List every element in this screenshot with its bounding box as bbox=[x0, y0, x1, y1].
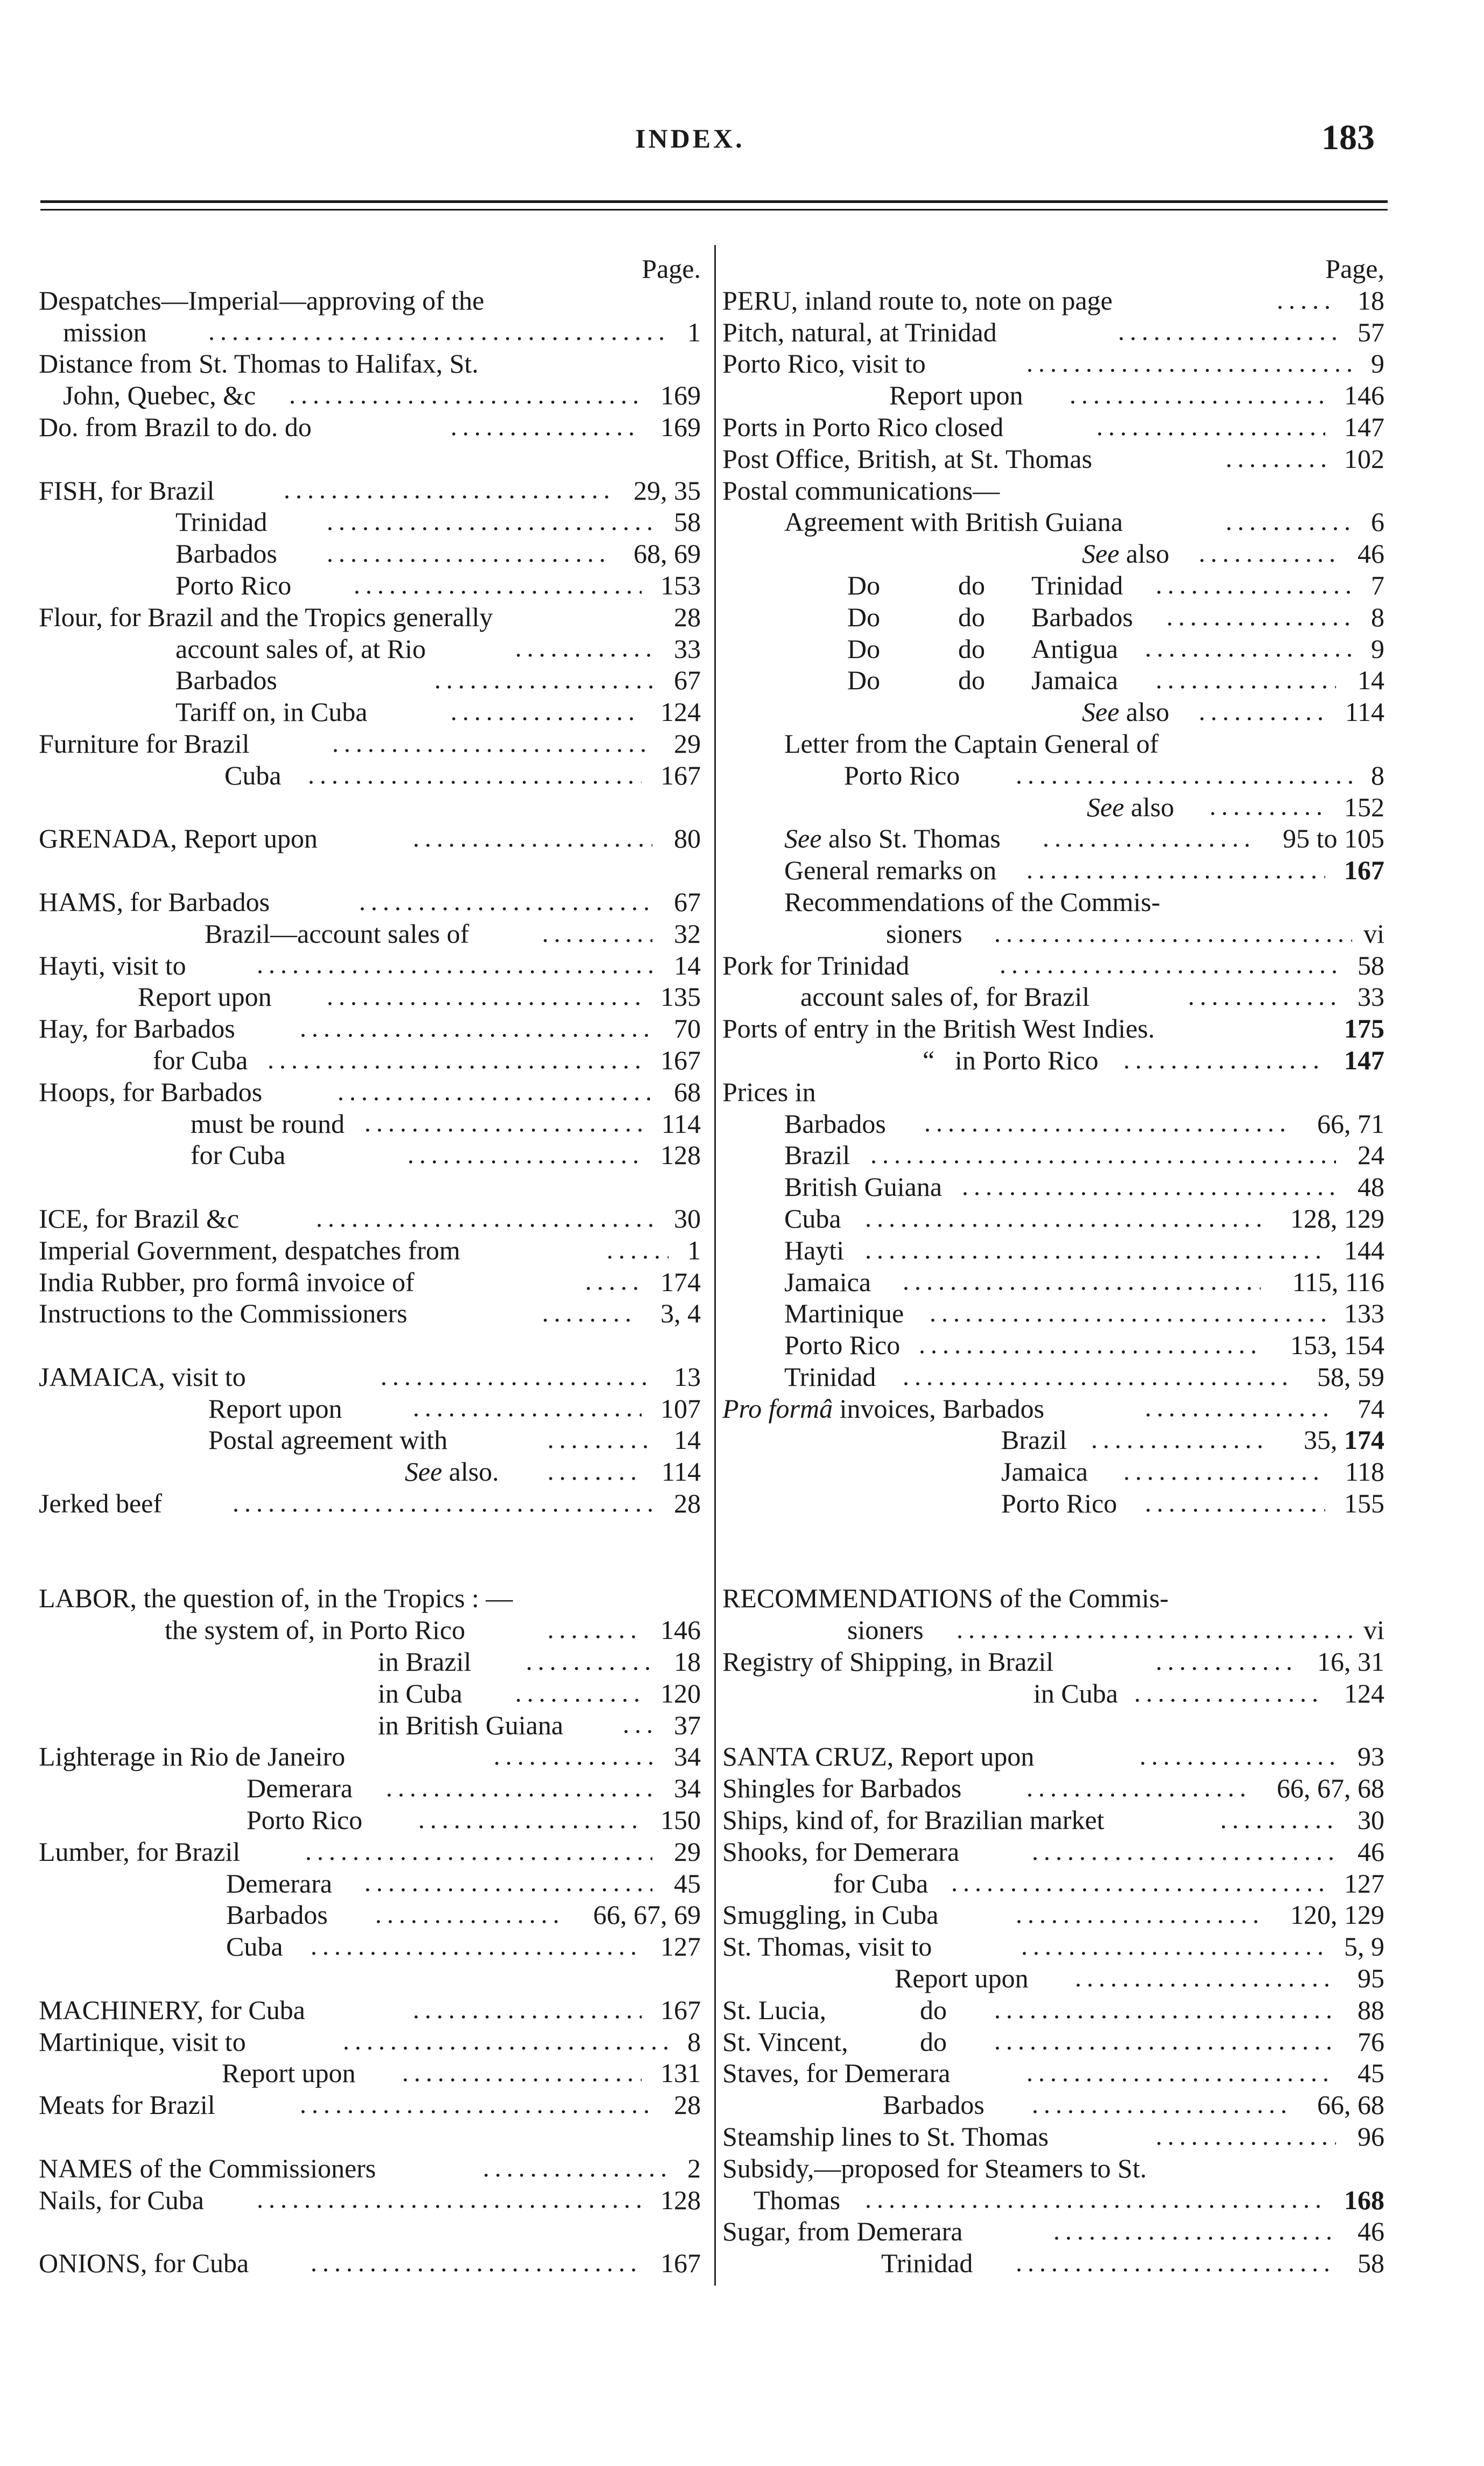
dot-leader bbox=[512, 1699, 642, 1702]
index-entry: Pro formâ invoices, Barbados 74 bbox=[722, 1393, 1384, 1424]
index-entry: for Cuba 128 bbox=[191, 1140, 701, 1171]
index-entry: Instructions to the Commissioners 3, 4 bbox=[39, 1298, 701, 1329]
index-entry: Porto Rico 8 bbox=[844, 760, 1384, 790]
index-entry: See also 114 bbox=[1082, 697, 1384, 727]
dot-leader bbox=[356, 907, 652, 910]
dot-leader bbox=[206, 337, 669, 340]
index-entry: Do do Barbados 8 bbox=[847, 601, 1384, 632]
dot-leader bbox=[362, 1129, 642, 1132]
index-entry: account sales of, for Brazil 33 bbox=[800, 982, 1384, 1012]
index-column-left bbox=[39, 253, 701, 2279]
dot-leader bbox=[324, 559, 609, 562]
index-entry: Trinidad 58 bbox=[881, 2248, 1384, 2279]
index-entry: See also St. Thomas 95 to 105 bbox=[784, 823, 1384, 854]
dot-leader bbox=[916, 1350, 1261, 1354]
dot-leader bbox=[351, 591, 642, 594]
index-entry: HAMS, for Barbados 67 bbox=[39, 886, 701, 917]
index-entry: See also. 114 bbox=[405, 1456, 701, 1487]
dot-leader bbox=[1207, 812, 1325, 815]
dot-leader bbox=[335, 1097, 652, 1101]
index-entry: sioners vi bbox=[847, 1615, 1384, 1645]
dot-leader bbox=[1121, 1066, 1325, 1069]
index-entry: MACHINERY, for Cuba 167 bbox=[39, 1994, 701, 2025]
dot-leader bbox=[1153, 591, 1352, 594]
dot-leader bbox=[927, 1319, 1325, 1322]
index-entry: Brazil 24 bbox=[784, 1140, 1384, 1171]
index-entry: FISH, for Brazil 29, 35 bbox=[39, 475, 701, 506]
index-entry: Furniture for Brazil 29 bbox=[39, 728, 701, 759]
dot-leader bbox=[1024, 1794, 1244, 1797]
dot-leader bbox=[868, 1160, 1336, 1164]
dot-leader bbox=[862, 2205, 1325, 2208]
dot-leader bbox=[959, 1192, 1336, 1195]
index-entry: Smuggling, in Cuba 120, 129 bbox=[722, 1900, 1384, 1930]
index-entry: Nails, for Cuba 128 bbox=[39, 2184, 701, 2215]
dot-leader bbox=[1067, 401, 1325, 404]
dot-leader bbox=[362, 1888, 652, 1891]
dot-leader bbox=[1142, 654, 1352, 657]
index-entry: Report upon 95 bbox=[895, 1963, 1384, 1994]
index-entry: Meats for Brazil 28 bbox=[39, 2090, 701, 2120]
index-entry: Sugar, from Demerara 46 bbox=[722, 2216, 1384, 2247]
index-entry: RECOMMENDATIONS of the Commis- bbox=[722, 1583, 1169, 1614]
dot-leader bbox=[313, 1224, 652, 1227]
index-entry: Imperial Government, despatches from 1 bbox=[39, 1235, 701, 1265]
index-entry: Lighterage in Rio de Janeiro 34 bbox=[39, 1741, 701, 1772]
dot-leader bbox=[1018, 1952, 1325, 1955]
index-entry: Trinidad 58 bbox=[175, 507, 701, 537]
index-entry: Porto Rico 155 bbox=[1001, 1488, 1384, 1519]
index-entry: Jamaica 115, 116 bbox=[784, 1266, 1384, 1297]
index-entry: Hay, for Barbados 70 bbox=[39, 1013, 701, 1044]
index-entry: Barbados 68, 69 bbox=[175, 538, 701, 569]
index-entry: Subsidy,—proposed for Steamers to St. bbox=[722, 2153, 1147, 2183]
index-entry: Hayti 144 bbox=[784, 1235, 1384, 1265]
index-entry: Do do Jamaica 14 bbox=[847, 665, 1384, 696]
index-entry: Letter from the Captain General of bbox=[784, 728, 1159, 759]
dot-leader bbox=[1040, 844, 1250, 847]
index-entry: Ports of entry in the British West Indies. 175 bbox=[722, 1013, 1384, 1044]
dot-leader bbox=[480, 2174, 669, 2177]
index-entry: LABOR, the question of, in the Tropics : — bbox=[39, 1583, 513, 1614]
dot-leader bbox=[1137, 1762, 1336, 1765]
index-entry: Thomas 168 bbox=[754, 2184, 1384, 2215]
dot-leader bbox=[491, 1762, 652, 1765]
dot-leader bbox=[305, 781, 642, 784]
dot-leader bbox=[862, 1224, 1261, 1227]
dot-leader bbox=[1088, 1445, 1266, 1448]
dot-leader bbox=[372, 1920, 561, 1923]
index-entry: Brazil—account sales of 32 bbox=[205, 918, 701, 949]
index-entry: ONIONS, for Cuba 167 bbox=[39, 2248, 701, 2279]
dot-leader bbox=[1131, 1699, 1325, 1702]
dot-leader bbox=[230, 1509, 652, 1512]
dot-leader bbox=[545, 1445, 652, 1448]
dot-leader bbox=[1094, 432, 1325, 436]
index-entry: Lumber, for Brazil 29 bbox=[39, 1836, 701, 1867]
dot-leader bbox=[1024, 875, 1325, 879]
dot-leader bbox=[1153, 685, 1336, 689]
index-entry: India Rubber, pro formâ invoice of 174 bbox=[39, 1266, 701, 1297]
dot-leader bbox=[954, 1635, 1352, 1638]
index-column-right bbox=[722, 253, 1384, 2279]
dot-leader bbox=[1153, 2142, 1336, 2145]
index-entry: Pork for Trinidad 58 bbox=[722, 950, 1384, 980]
index-entry: Prices in bbox=[722, 1076, 816, 1107]
index-entry: Registry of Shipping, in Brazil 16, 31 bbox=[722, 1647, 1384, 1677]
index-entry: British Guiana 48 bbox=[784, 1172, 1384, 1202]
dot-leader bbox=[1274, 306, 1336, 309]
dot-leader bbox=[265, 1066, 642, 1069]
dot-leader bbox=[620, 1730, 652, 1733]
dot-leader bbox=[862, 1256, 1325, 1259]
index-entry: Shingles for Barbados 66, 67, 68 bbox=[722, 1773, 1384, 1804]
index-entry: Cuba 128, 129 bbox=[784, 1203, 1384, 1234]
index-entry: sioners vi bbox=[886, 918, 1384, 949]
index-entry: NAMES of the Commissioners 2 bbox=[39, 2153, 701, 2183]
index-entry: Post Office, British, at St. Thomas 102 bbox=[722, 443, 1384, 474]
dot-leader bbox=[340, 2047, 669, 2050]
index-entry: JAMAICA, visit to 13 bbox=[39, 1361, 701, 1392]
dot-leader bbox=[1142, 1413, 1336, 1417]
index-entry: Do. from Brazil to do. do 169 bbox=[39, 411, 701, 442]
index-entry: Report upon 135 bbox=[138, 982, 701, 1012]
column-label: Page. bbox=[642, 254, 701, 284]
dot-leader bbox=[1072, 1984, 1336, 1987]
index-entry: in Cuba 120 bbox=[378, 1678, 701, 1708]
index-entry: Barbados 66, 71 bbox=[784, 1108, 1384, 1139]
dot-leader bbox=[324, 1002, 642, 1005]
dot-leader bbox=[448, 717, 642, 720]
dot-leader bbox=[1029, 2110, 1293, 2113]
column-label: Page, bbox=[1325, 254, 1384, 284]
dot-leader bbox=[1029, 1857, 1336, 1860]
dot-leader bbox=[410, 1413, 642, 1417]
index-entry: in British Guiana 37 bbox=[378, 1710, 701, 1740]
index-entry: Demerara 45 bbox=[226, 1868, 701, 1898]
index-entry: account sales of, at Rio 33 bbox=[175, 633, 701, 664]
dot-leader bbox=[303, 1857, 652, 1860]
dot-leader bbox=[1223, 527, 1352, 530]
index-entry: Report upon 131 bbox=[222, 2058, 701, 2089]
index-entry: Hoops, for Barbados 68 bbox=[39, 1076, 701, 1107]
index-entry: Cuba 127 bbox=[226, 1931, 701, 1962]
index-entry: General remarks on 167 bbox=[784, 855, 1384, 886]
dot-leader bbox=[297, 2110, 652, 2113]
dot-leader bbox=[523, 1667, 652, 1670]
index-entry: in Brazil 18 bbox=[378, 1647, 701, 1677]
index-entry: ICE, for Brazil &c 30 bbox=[39, 1203, 701, 1234]
dot-leader bbox=[254, 2205, 642, 2208]
dot-leader bbox=[297, 1034, 652, 1037]
index-entry: Porto Rico, visit to 9 bbox=[722, 348, 1384, 379]
index-entry: See also 152 bbox=[1087, 791, 1384, 822]
index-entry: GRENADA, Report upon 80 bbox=[39, 823, 701, 854]
index-entry: Pitch, natural, at Trinidad 57 bbox=[722, 317, 1384, 347]
index-entry: Steamship lines to St. Thomas 96 bbox=[722, 2121, 1384, 2152]
index-entry: Do do Antigua 9 bbox=[847, 633, 1384, 664]
index-entry: Porto Rico 153, 154 bbox=[784, 1330, 1384, 1361]
index-entry: St. Lucia, do 88 bbox=[722, 1994, 1384, 2025]
dot-leader bbox=[1164, 622, 1352, 626]
dot-leader bbox=[948, 1888, 1325, 1891]
dot-leader bbox=[324, 527, 652, 530]
dot-leader bbox=[1121, 1477, 1325, 1480]
index-entry: Report upon 146 bbox=[889, 380, 1384, 411]
dot-leader bbox=[545, 1635, 642, 1638]
dot-leader bbox=[1115, 337, 1336, 340]
dot-leader bbox=[604, 1256, 669, 1259]
index-entry: Recommendations of the Commis- bbox=[784, 886, 1161, 917]
running-head: INDEX. bbox=[635, 123, 745, 153]
dot-leader bbox=[1013, 1920, 1261, 1923]
dot-leader bbox=[922, 1129, 1293, 1132]
index-entry: mission 1 bbox=[63, 317, 701, 347]
dot-leader bbox=[410, 844, 652, 847]
dot-leader bbox=[900, 1287, 1261, 1290]
index-entry: Ships, kind of, for Brazilian market 30 bbox=[722, 1805, 1384, 1836]
index-entry: Barbados 66, 68 bbox=[883, 2090, 1384, 2120]
dot-leader bbox=[512, 654, 652, 657]
index-entry: Porto Rico 153 bbox=[175, 570, 701, 600]
index-entry: Jamaica 118 bbox=[1001, 1456, 1384, 1487]
dot-leader bbox=[399, 2078, 642, 2082]
index-entry: Martinique 133 bbox=[784, 1298, 1384, 1329]
dot-leader bbox=[1013, 2268, 1336, 2272]
index-entry: John, Quebec, &c 169 bbox=[63, 380, 701, 411]
dot-leader bbox=[1051, 2237, 1336, 2240]
dot-leader bbox=[416, 1825, 642, 1829]
index-entry: SANTA CRUZ, Report upon 93 bbox=[722, 1741, 1384, 1772]
index-entry: Porto Rico 150 bbox=[247, 1805, 701, 1836]
dot-leader bbox=[1024, 369, 1352, 372]
dot-leader bbox=[383, 1794, 652, 1797]
dot-leader bbox=[1218, 1825, 1336, 1829]
dot-leader bbox=[254, 970, 652, 973]
index-entry: for Cuba 127 bbox=[833, 1868, 1384, 1898]
column-divider bbox=[714, 245, 716, 2286]
index-entry: “ in Porto Rico 147 bbox=[923, 1045, 1384, 1075]
index-entry: Postal communications— bbox=[722, 475, 1000, 506]
index-entry: Brazil 35, 174 bbox=[1001, 1425, 1384, 1455]
dot-leader bbox=[448, 432, 642, 436]
index-entry: Jerked beef 28 bbox=[39, 1488, 701, 1519]
dot-leader bbox=[997, 970, 1336, 973]
dot-leader bbox=[539, 939, 652, 942]
index-entry: St. Thomas, visit to 5, 9 bbox=[722, 1931, 1384, 1962]
index-entry: Martinique, visit to 8 bbox=[39, 2026, 701, 2057]
index-entry: Tariff on, in Cuba 124 bbox=[175, 697, 701, 727]
index-entry: Barbados 66, 67, 69 bbox=[226, 1900, 701, 1930]
index-entry: Flour, for Brazil and the Tropics generally 28 bbox=[39, 601, 701, 632]
index-entry: Postal agreement with 14 bbox=[208, 1425, 701, 1455]
index-entry: Hayti, visit to 14 bbox=[39, 950, 701, 980]
index-entry: must be round 114 bbox=[191, 1108, 701, 1139]
index-entry: See also 46 bbox=[1082, 538, 1384, 569]
dot-leader bbox=[1223, 464, 1325, 467]
dot-leader bbox=[281, 495, 609, 499]
index-entry: Agreement with British Guiana 6 bbox=[784, 507, 1384, 537]
dot-leader bbox=[329, 749, 652, 752]
header-rule-thin bbox=[40, 209, 1388, 211]
dot-leader bbox=[1196, 559, 1336, 562]
dot-leader bbox=[1196, 717, 1325, 720]
dot-leader bbox=[432, 685, 652, 689]
dot-leader bbox=[286, 401, 642, 404]
dot-leader bbox=[991, 939, 1352, 942]
header-rule-thick bbox=[40, 200, 1388, 203]
index-entry: PERU, inland route to, note on page 18 bbox=[722, 285, 1384, 316]
dot-leader bbox=[1024, 2078, 1336, 2082]
index-entry: Shooks, for Demerara 46 bbox=[722, 1836, 1384, 1867]
index-entry: Report upon 107 bbox=[208, 1393, 701, 1424]
page-number: 183 bbox=[1321, 118, 1375, 157]
dot-leader bbox=[378, 1382, 652, 1385]
index-entry: Staves, for Demerara 45 bbox=[722, 2058, 1384, 2089]
index-entry: Distance from St. Thomas to Halifax, St. bbox=[39, 348, 479, 379]
dot-leader bbox=[308, 2268, 642, 2272]
dot-leader bbox=[308, 1952, 642, 1955]
dot-leader bbox=[1185, 1002, 1336, 1005]
index-entry: in Cuba 124 bbox=[1033, 1678, 1384, 1708]
index-entry: Trinidad 58, 59 bbox=[784, 1361, 1384, 1392]
index-entry: Cuba 167 bbox=[224, 760, 701, 790]
dot-leader bbox=[582, 1287, 642, 1290]
dot-leader bbox=[410, 2015, 642, 2019]
dot-leader bbox=[1013, 781, 1352, 784]
dot-leader bbox=[991, 2015, 1336, 2019]
index-entry: Ports in Porto Rico closed 147 bbox=[722, 411, 1384, 442]
index-entry: Do do Trinidad 7 bbox=[847, 570, 1384, 600]
dot-leader bbox=[900, 1382, 1293, 1385]
index-entry: Barbados 67 bbox=[175, 665, 701, 696]
dot-leader bbox=[545, 1477, 642, 1480]
dot-leader bbox=[539, 1319, 631, 1322]
index-entry: for Cuba 167 bbox=[153, 1045, 701, 1075]
dot-leader bbox=[405, 1160, 642, 1164]
dot-leader bbox=[991, 2047, 1336, 2050]
index-entry: Demerara 34 bbox=[247, 1773, 701, 1804]
index-entry: the system of, in Porto Rico 146 bbox=[165, 1615, 701, 1645]
index-entry: St. Vincent, do 76 bbox=[722, 2026, 1384, 2057]
index-entry: Despatches—Imperial—approving of the bbox=[39, 285, 484, 316]
dot-leader bbox=[1142, 1509, 1325, 1512]
dot-leader bbox=[1153, 1667, 1293, 1670]
